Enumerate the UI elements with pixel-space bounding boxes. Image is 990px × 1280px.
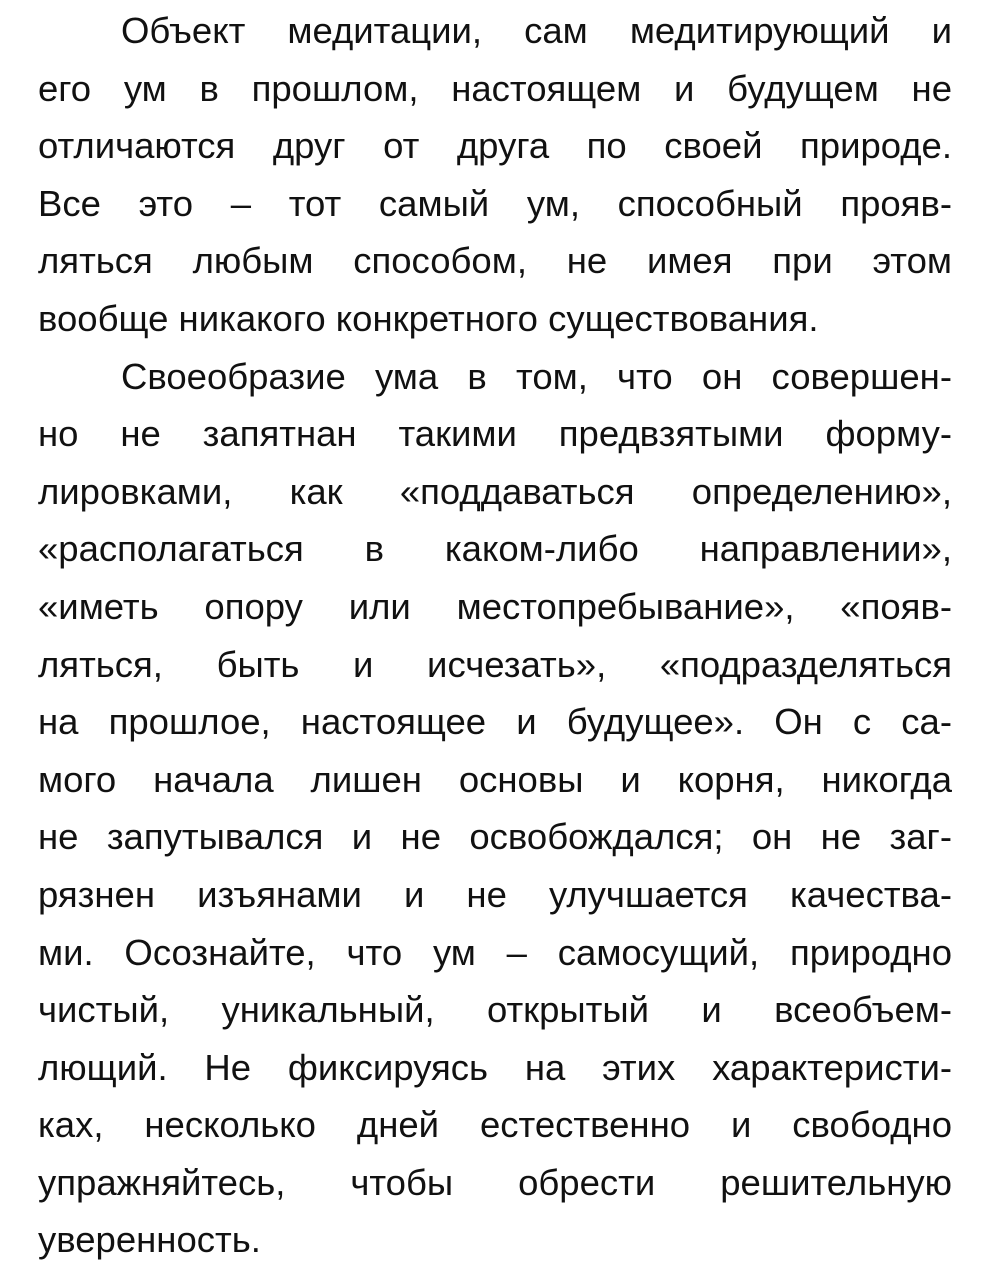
text-line: но не запятнан такими предвзятыми форму- [38,413,952,455]
text-line: чистый, уникальный, открытый и всеобъем- [38,989,952,1031]
text-line: «располагаться в каком-либо направлении», [38,528,952,570]
text-line: Все это – тот самый ум, способный прояв- [38,182,952,224]
text-line: не запутывался и не освобождался; он не заг- [38,816,952,858]
text-line: на прошлое, настоящее и будущее». Он с са- [38,701,952,743]
text-line: уверенность. [38,1219,261,1261]
text-line: «иметь опору или местопребывание», «появ- [38,585,952,627]
text-line: лющий. Не фиксируясь на этих характеристи- [38,1046,952,1088]
text-line: Своеобразие ума в том, что он совершен- [121,355,952,397]
text-line: ках, несколько дней естественно и свободно [38,1104,952,1146]
text-line: ляться, быть и исчезать», «подразделяться [38,643,952,685]
text-line: отличаются друг от друга по своей природе. [38,125,952,167]
body-text [38,2,952,1269]
text-line: ми. Осознайте, что ум – самосущий, природно [38,931,952,973]
paragraph-1 [38,2,952,348]
text-line: упражняйтесь, чтобы обрести решительную [38,1161,952,1203]
text-line: рязнен изъянами и не улучшается качества- [38,873,952,915]
text-line: его ум в прошлом, настоящем и будущем не [38,67,952,109]
text-line: лировками, как «поддаваться определению», [38,470,952,512]
text-line: Объект медитации, сам медитирующий и [121,10,952,51]
text-line: ляться любым способом, не имея при этом [38,240,952,282]
text-line: вообще никакого конкретного существования. [38,297,819,339]
text-line: мого начала лишен основы и корня, никогда [38,758,952,800]
paragraph-2 [38,348,952,1270]
